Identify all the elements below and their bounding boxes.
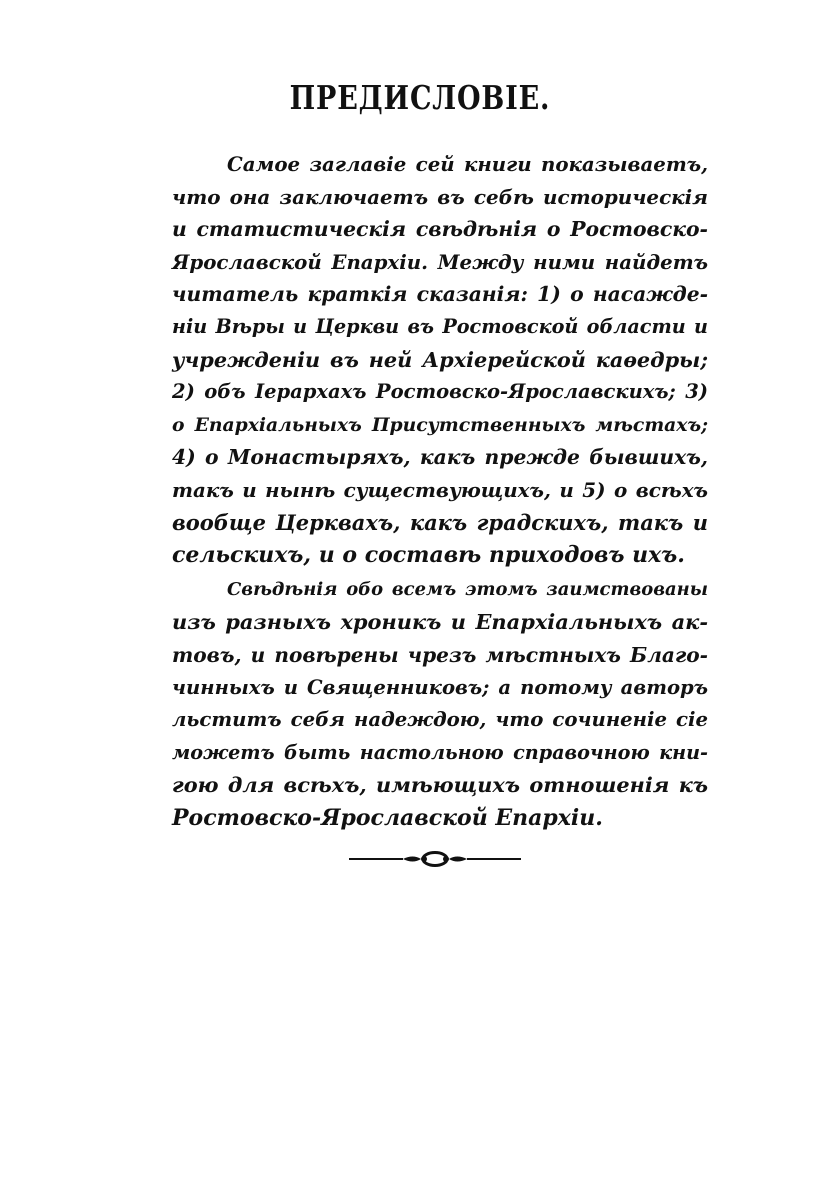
text-line: Ростовско-Ярославской Епархіи. <box>172 804 603 831</box>
text-line: льститъ себя надеждою, что сочиненіе сіе <box>172 708 708 732</box>
paragraph-2 <box>172 574 708 835</box>
text-line: Ярославской Епархіи. Между ними найдетъ <box>172 249 708 274</box>
text-line: гою для всѣхъ, имѣющихъ отношенія къ <box>172 772 708 798</box>
text-line: изъ разныхъ хроникъ и Епархіальныхъ ак- <box>172 609 708 635</box>
ornament-divider <box>347 849 523 869</box>
text-line: товъ, и повѣрены чрезъ мѣстныхъ Благо- <box>172 642 708 667</box>
text-line: Свѣдѣнія обо всемъ этомъ заимствованы <box>227 578 708 600</box>
text-line: учрежденіи въ ней Архіерейской каѳедры; <box>172 346 708 372</box>
text-line: ніи Вѣры и Церкви въ Ростовской области и <box>172 314 708 338</box>
text-line: 4) о Монастыряхъ, какъ прежде бывшихъ, <box>172 445 708 470</box>
text-line: и статистическія свѣдѣнія о Ростовско- <box>172 217 708 242</box>
paragraph-1 <box>172 148 708 572</box>
text-line: чинныхъ и Священниковъ; а потому авторъ <box>172 675 708 699</box>
text-line: о Епархіальныхъ Присутственныхъ мѣстахъ; <box>172 413 708 436</box>
preface-text <box>172 148 708 834</box>
text-line: что она заключаетъ въ себѣ историческія <box>172 184 708 209</box>
text-line: 2) объ Іерархахъ Ростовско-Ярославскихъ; 3) <box>172 380 708 404</box>
text-line: вообще Церквахъ, какъ градскихъ, такъ и <box>172 509 708 535</box>
text-line: сельскихъ, и о составѣ приходовъ ихъ. <box>172 542 685 569</box>
text-line: читатель краткія сказанія: 1) о насажде- <box>172 282 708 307</box>
text-line: Самое заглавіе сей книги показываетъ, <box>227 152 708 176</box>
text-line: можетъ быть настольною справочною кни- <box>172 740 708 764</box>
text-line: такъ и нынѣ существующихъ, и 5) о всѣхъ <box>172 477 708 502</box>
page-title: ПРЕДИСЛОВІЕ. <box>289 78 551 117</box>
